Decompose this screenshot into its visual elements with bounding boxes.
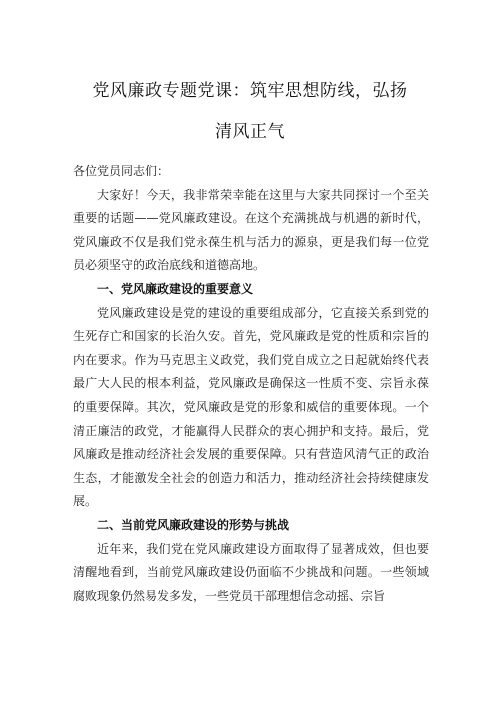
section-2-paragraph: 近年来，我们党在党风廉政建设方面取得了显著成效，但也要清醒地看到，当前党风廉政建设仍面临不少挑战和问题。一些领域腐败现象仍然易发多发，一些党员干部理想信念动摇、宗旨 [73, 541, 429, 603]
document-body [73, 160, 429, 608]
section-1-paragraph: 党风廉政建设是党的建设的重要组成部分，它直接关系到党的生死存亡和国家的长治久安。首先，党风廉政是党的性质和宗旨的内在要求。作为马克思主义政党，我们党自成立之日起就始终代表最广大人民的根本利益，党风廉政是确保这一性质不变、宗旨永葆的重要保障。其次，党风廉政是党的形象和威信的重要体现。一个清正廉洁的政党，才能赢得人民群众的衷心拥护和支持。最后，党风廉政是推动经济社会发展的重要保障。只有营造风清气正的政治生态，才能激发全社会的创造力和活力，推动经济社会持续健康发展。 [73, 305, 429, 509]
salutation: 各位党员同志们： [73, 164, 170, 178]
document-title-line-1: 党风廉政专题党课：筑牢思想防线，弘扬 [92, 81, 408, 101]
section-1-heading: 一、党风廉政建设的重要意义 [97, 281, 254, 296]
intro-paragraph: 大家好！今天，我非常荣幸能在这里与大家共同探讨一个至关重要的话题——党风廉政建设。在这个充满挑战与机遇的新时代，党风廉政不仅是我们党永葆生机与活力的源泉，更是我们每一位党员必须坚守的政治底线和道德高地。 [73, 187, 429, 273]
document-title-line-2: 清风正气 [215, 122, 285, 142]
section-2-heading: 二、当前党风廉政建设的形势与挑战 [97, 517, 290, 532]
